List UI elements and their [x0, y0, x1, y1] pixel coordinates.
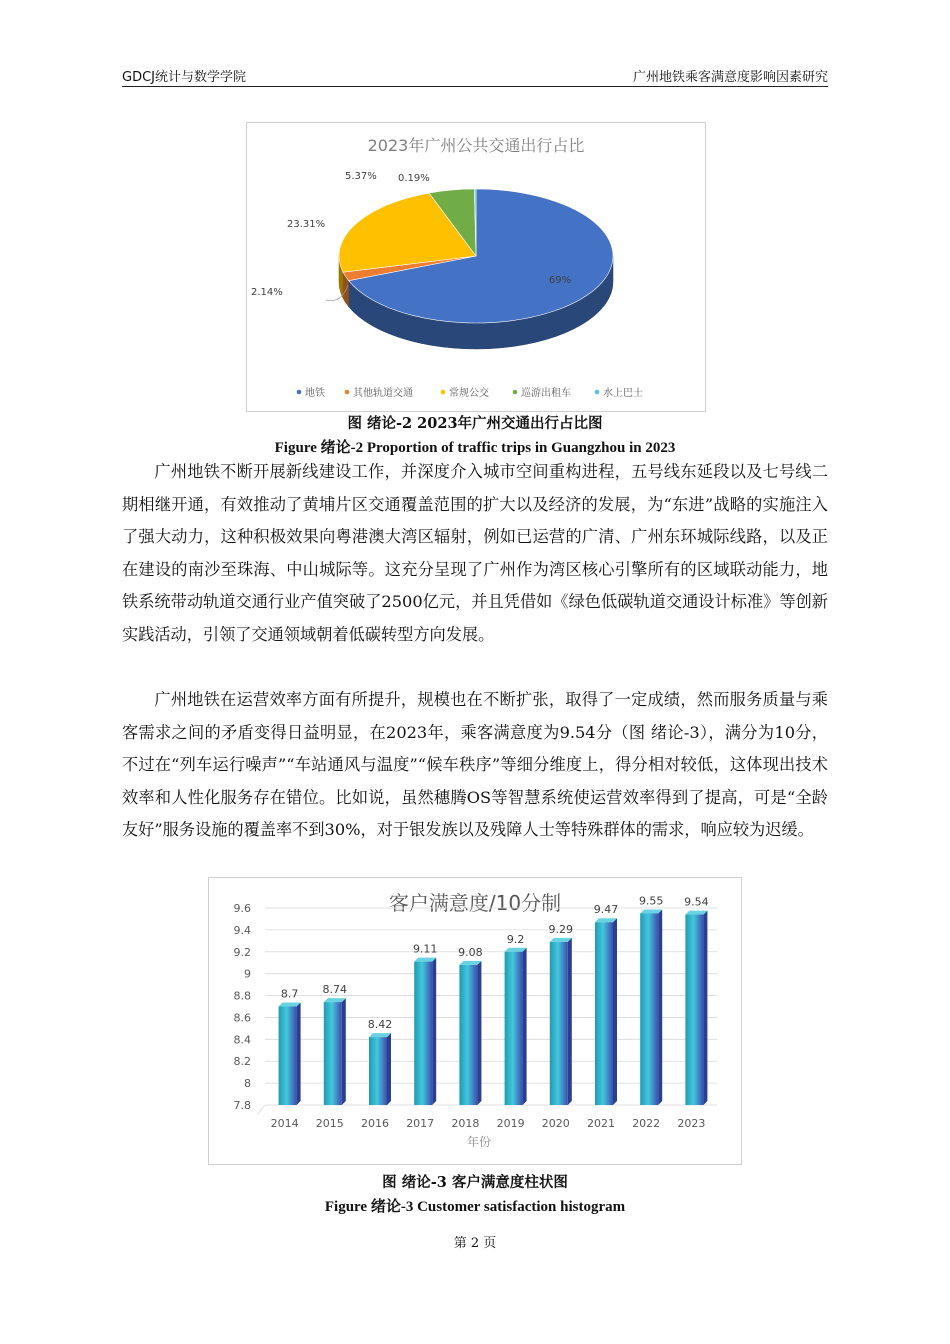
- pie-legend-item-3: [513, 386, 571, 399]
- header-institution: GDCJ统计与数学学院: [122, 70, 246, 85]
- pie-legend-item-1: [345, 386, 413, 399]
- x-tick-2016: 2016: [361, 1117, 389, 1130]
- x-tick-2018: 2018: [451, 1117, 480, 1130]
- figure2-caption-zh: 图 绪论-3 客户满意度柱状图: [382, 1174, 568, 1191]
- pie-legend-item-4: [595, 386, 643, 399]
- bar-value-label-2015: 8.74: [322, 983, 348, 997]
- bar-2022: [640, 909, 662, 1105]
- bar-value-label-2018: 9.08: [458, 945, 483, 959]
- pie-chart-frame: [246, 122, 706, 412]
- pie-legend: [297, 386, 643, 399]
- pie-chart-title: 2023年广州公共交通出行占比: [367, 136, 585, 155]
- bar-2017: [414, 958, 436, 1105]
- x-tick-2015: 2015: [315, 1117, 344, 1130]
- y-tick-9: 9: [244, 967, 251, 981]
- bar-value-label-2017: 9.11: [412, 942, 438, 956]
- page-number: 第 2 页: [453, 1236, 497, 1251]
- y-tick-9.6: 9.6: [233, 902, 251, 915]
- body-paragraph-1: 广州地铁不断开展新线建设工作，并深度介入城市空间重构进程，五号线东延段以及七号线二期相继开通，有效推动了黄埔片区交通覆盖范围的扩大以及经济的发展，为“东进”战略的实施注入了强大动力，这种积极效果向粤港澳大湾区辐射，例如已运营的广清、广州东环城际线路，以及正在建设的南沙至珠海、中山城际等。这充分呈现了广州作为湾区核心引擎所有的区域联动能力，地铁系统带动轨道交通行业产值突破了2500亿元，并且凭借如《绿色低碳轨道交通设计标准》等创新实践活动，引领了交通领域朝着低碳转型方向发展。: [122, 462, 828, 644]
- bar-2015: [324, 998, 346, 1105]
- bar-chart-frame: [208, 877, 742, 1165]
- body-paragraph-2: 广州地铁在运营效率方面有所提升，规模也在不断扩张，取得了一定成绩，然而服务质量与乘客需求之间的矛盾变得日益明显，在2023年，乘客满意度为9.54分（图 绪论-3），满分为10分，不过在“列车运行噪声”“车站通风与温度”“候车秩序”等细分维度上，得分相对较低，这体现出技术效率和人性化服务存在错位。比如说，虽然穗腾OS等智慧系统使运营效率得到了提高，可是“全龄友好”服务设施的覆盖率不到30%，对于银发族以及残障人士等特殊群体的需求，响应较为迟缓。: [122, 690, 828, 840]
- bar-value-label-2022: 9.55: [638, 894, 664, 908]
- bar-x-ticks: [271, 1117, 706, 1130]
- bar-chart: [209, 878, 741, 1164]
- x-tick-2014: 2014: [270, 1117, 299, 1130]
- bar-x-axis-label: 年份: [466, 1135, 492, 1149]
- figure1-caption-zh: 图 绪论-2 2023年广州交通出行占比图: [347, 415, 603, 432]
- bar-2021: [595, 918, 617, 1105]
- bar-value-label-2021: 9.47: [593, 903, 619, 917]
- bar-value-label-2014: 8.7: [280, 987, 299, 1001]
- y-tick-8.2: 8.2: [233, 1055, 251, 1069]
- bar-2023: [685, 911, 707, 1105]
- y-tick-7.8: 7.8: [233, 1099, 251, 1112]
- header-title: 广州地铁乘客满意度影响因素研究: [632, 70, 828, 85]
- pie-label-0: 69%: [548, 275, 572, 286]
- pie-label-4: 0.19%: [398, 173, 430, 184]
- pie-label-1: 2.14%: [251, 287, 283, 298]
- bar-y-ticks: [234, 902, 252, 1112]
- y-tick-8.8: 8.8: [233, 989, 251, 1003]
- bar-series: [279, 894, 709, 1105]
- figure2-caption-en: Figure 绪论-3 Customer satisfaction histogram: [324, 1199, 626, 1215]
- svg-text:常规公交: 常规公交: [449, 388, 489, 399]
- bar-chart-title: 客户满意度/10分制: [388, 891, 562, 915]
- y-tick-8.6: 8.6: [233, 1011, 251, 1025]
- y-tick-9.2: 9.2: [233, 945, 251, 959]
- y-tick-8: 8: [244, 1077, 251, 1091]
- x-tick-2019: 2019: [496, 1117, 525, 1130]
- bar-value-label-2020: 9.29: [548, 922, 574, 936]
- bar-value-label-2016: 8.42: [367, 1018, 393, 1032]
- bar-value-label-2023: 9.54: [684, 895, 709, 909]
- svg-text:水上巴士: 水上巴士: [603, 388, 643, 399]
- x-tick-2021: 2021: [587, 1117, 615, 1130]
- x-tick-2022: 2022: [632, 1117, 661, 1130]
- pie-label-2: 23.31%: [287, 219, 326, 230]
- x-tick-2017: 2017: [406, 1117, 435, 1130]
- bar-2016: [369, 1033, 391, 1105]
- bar-2018: [459, 961, 481, 1105]
- bar-2019: [505, 948, 527, 1105]
- svg-text:其他轨道交通: 其他轨道交通: [353, 388, 413, 399]
- svg-text:巡游出租车: 巡游出租车: [521, 388, 571, 399]
- pie-chart: [247, 123, 705, 411]
- bar-2014: [279, 1003, 301, 1106]
- bar-value-label-2019: 9.2: [506, 932, 525, 946]
- header-divider: [122, 86, 828, 87]
- y-tick-9.4: 9.4: [233, 923, 251, 937]
- bar-2020: [550, 938, 572, 1105]
- x-tick-2023: 2023: [677, 1117, 706, 1130]
- y-tick-8.4: 8.4: [233, 1033, 251, 1047]
- pie-legend-item-2: [441, 386, 489, 399]
- figure1-caption-en: Figure 绪论-2 Proportion of traffic trips in Guangzhou in 2023: [274, 440, 676, 456]
- pie-slices: [339, 189, 613, 323]
- pie-label-3: 5.37%: [345, 171, 377, 182]
- pie-legend-item-0: [297, 386, 325, 399]
- svg-text:地铁: 地铁: [305, 388, 325, 399]
- x-tick-2020: 2020: [541, 1117, 570, 1130]
